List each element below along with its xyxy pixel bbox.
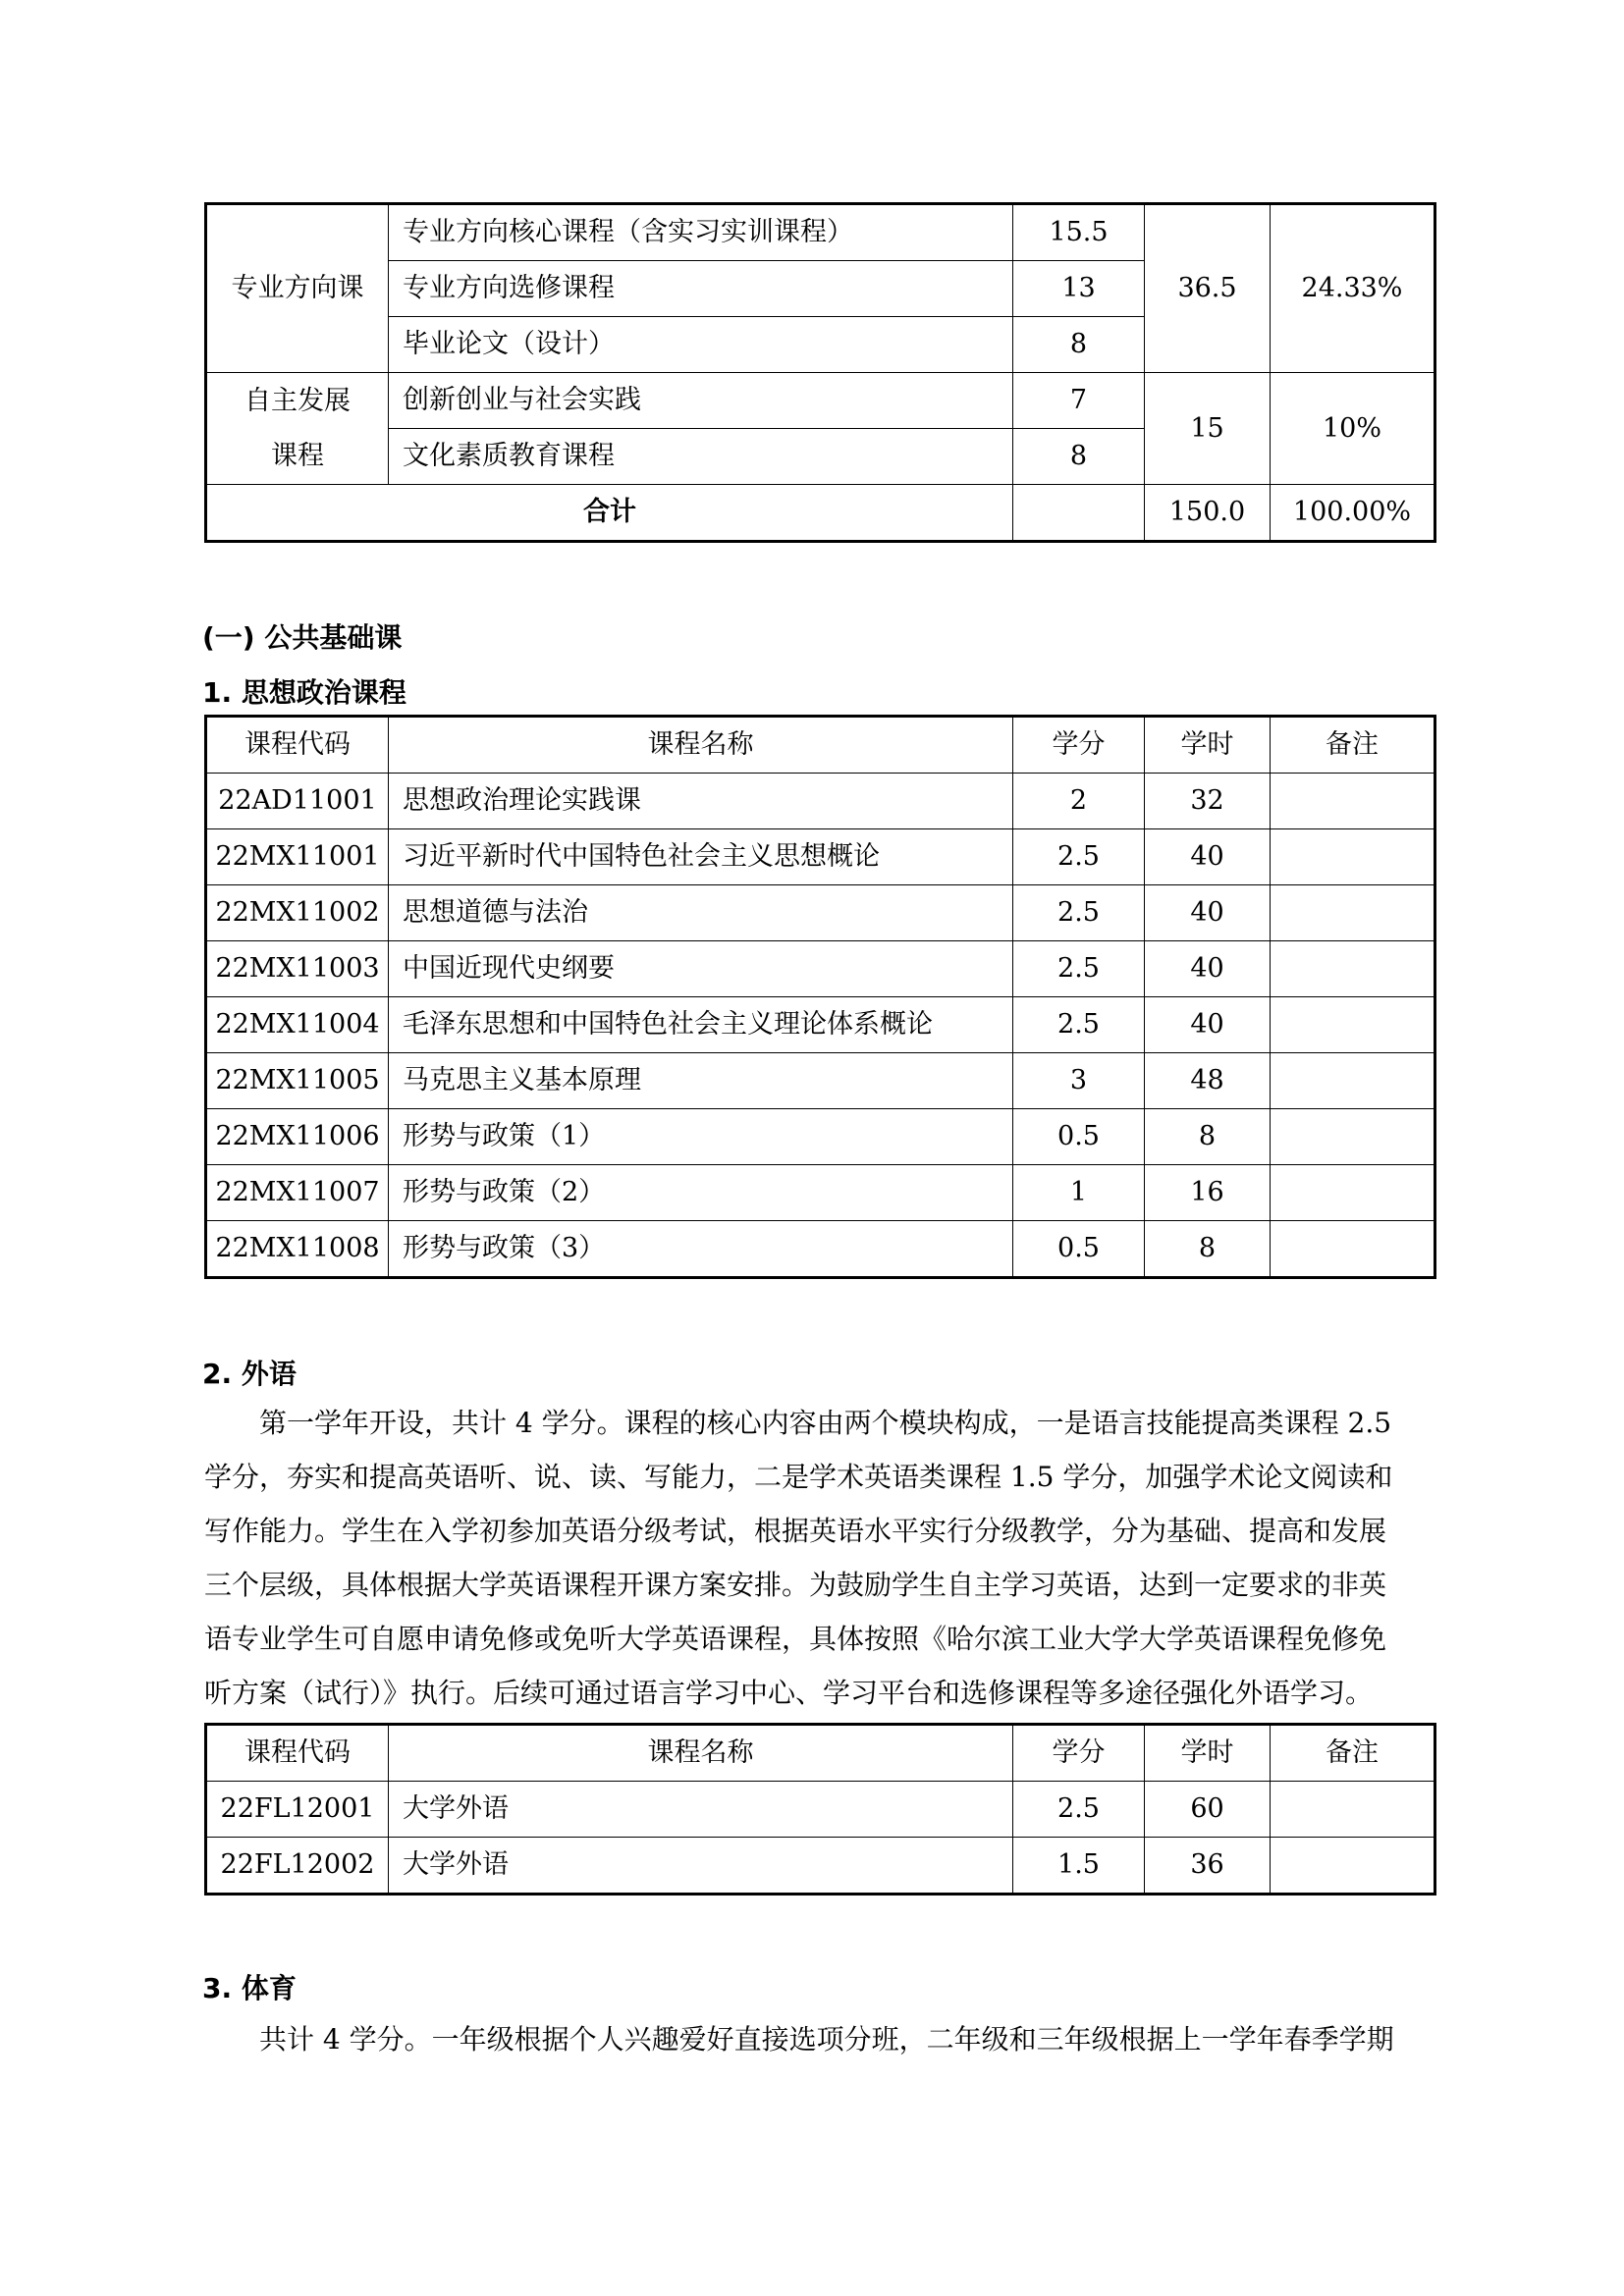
course-code: 22MX11006	[206, 1109, 389, 1165]
header-remarks: 备注	[1271, 717, 1435, 774]
summary-credits: 8	[1013, 317, 1145, 373]
table-row	[206, 941, 1435, 997]
course-remarks	[1271, 774, 1435, 829]
course-remarks	[1271, 1109, 1435, 1165]
course-name: 习近平新时代中国特色社会主义思想概论	[389, 829, 1013, 885]
course-code: 22FL12001	[206, 1782, 389, 1838]
subsection-heading-physical-education: 3. 体育	[202, 1972, 297, 2004]
summary-course-name: 创新创业与社会实践	[389, 373, 1013, 429]
course-code: 22MX11002	[206, 885, 389, 941]
course-remarks	[1271, 941, 1435, 997]
course-hours: 40	[1145, 885, 1271, 941]
course-remarks	[1271, 1053, 1435, 1109]
course-name: 思想道德与法治	[389, 885, 1013, 941]
header-credits: 学分	[1013, 717, 1145, 774]
summary-credits: 13	[1013, 261, 1145, 317]
foreign-language-paragraph	[204, 1396, 1434, 1720]
course-hours: 40	[1145, 941, 1271, 997]
table-row	[206, 829, 1435, 885]
header-hours: 学时	[1145, 717, 1271, 774]
header-course-name: 课程名称	[389, 717, 1013, 774]
paragraph-line: 三个层级，具体根据大学英语课程开课方案安排。为鼓励学生自主学习英语，达到一定要求的非英	[204, 1569, 1387, 1601]
group-label-line: 课程	[271, 440, 324, 471]
summary-course-name: 专业方向选修课程	[389, 261, 1013, 317]
total-sum: 150.0	[1145, 485, 1271, 542]
course-hours: 40	[1145, 997, 1271, 1053]
course-hours: 60	[1145, 1782, 1271, 1838]
course-credits: 3	[1013, 1053, 1145, 1109]
politics-course-table	[204, 715, 1436, 1279]
summary-course-name: 专业方向核心课程（含实习实训课程）	[389, 204, 1013, 261]
summary-course-name: 文化素质教育课程	[389, 429, 1013, 485]
course-credits: 2.5	[1013, 1782, 1145, 1838]
header-course-name: 课程名称	[389, 1725, 1013, 1782]
table-row	[206, 1782, 1435, 1838]
course-hours: 36	[1145, 1838, 1271, 1895]
course-remarks	[1271, 1165, 1435, 1221]
table-row	[206, 1109, 1435, 1165]
summary-course-name: 毕业论文（设计）	[389, 317, 1013, 373]
course-name: 形势与政策（2）	[389, 1165, 1013, 1221]
table-row	[206, 774, 1435, 829]
section-heading: (一) 公共基础课	[202, 621, 403, 654]
group-percentage: 10%	[1271, 373, 1435, 485]
table-row	[206, 885, 1435, 941]
course-code: 22MX11005	[206, 1053, 389, 1109]
group-total-credits: 36.5	[1145, 204, 1271, 373]
header-remarks: 备注	[1271, 1725, 1435, 1782]
paragraph-line: 听方案（试行）》执行。后续可通过语言学习中心、学习平台和选修课程等多途径强化外语学习。	[204, 1677, 1374, 1709]
group-percentage: 24.33%	[1271, 204, 1435, 373]
table-row	[206, 1053, 1435, 1109]
course-code: 22MX11008	[206, 1221, 389, 1278]
course-credits: 2.5	[1013, 997, 1145, 1053]
course-code: 22MX11003	[206, 941, 389, 997]
paragraph-line: 学分，夯实和提高英语听、说、读、写能力，二是学术英语类课程 1.5 学分，加强学术论文阅读和	[204, 1461, 1393, 1493]
course-credits: 1.5	[1013, 1838, 1145, 1895]
foreign-language-course-table	[204, 1723, 1436, 1896]
course-remarks	[1271, 1221, 1435, 1278]
paragraph-line: 共计 4 学分。一年级根据个人兴趣爱好直接选项分班，二年级和三年级根据上一学年春季学期	[259, 2023, 1394, 2056]
course-name: 大学外语	[389, 1782, 1013, 1838]
total-label: 合计	[206, 485, 1013, 542]
course-credits: 2	[1013, 774, 1145, 829]
course-remarks	[1271, 885, 1435, 941]
course-remarks	[1271, 1782, 1435, 1838]
course-code: 22MX11004	[206, 997, 389, 1053]
course-credits: 0.5	[1013, 1109, 1145, 1165]
paragraph-line: 第一学年开设，共计 4 学分。课程的核心内容由两个模块构成，一是语言技能提高类课程 2.5	[259, 1407, 1392, 1439]
group-total-credits: 15	[1145, 373, 1271, 485]
course-hours: 8	[1145, 1109, 1271, 1165]
course-hours: 40	[1145, 829, 1271, 885]
course-code: 22MX11001	[206, 829, 389, 885]
course-credits: 2.5	[1013, 941, 1145, 997]
summary-credits: 7	[1013, 373, 1145, 429]
course-hours: 8	[1145, 1221, 1271, 1278]
course-credits: 2.5	[1013, 829, 1145, 885]
course-code: 22AD11001	[206, 774, 389, 829]
course-name: 思想政治理论实践课	[389, 774, 1013, 829]
course-remarks	[1271, 1838, 1435, 1895]
course-name: 中国近现代史纲要	[389, 941, 1013, 997]
summary-credits: 8	[1013, 429, 1145, 485]
course-credits: 0.5	[1013, 1221, 1145, 1278]
table-row	[206, 1165, 1435, 1221]
group-label-major-direction: 专业方向课	[206, 204, 389, 373]
course-name: 大学外语	[389, 1838, 1013, 1895]
course-hours: 16	[1145, 1165, 1271, 1221]
course-hours: 48	[1145, 1053, 1271, 1109]
course-remarks	[1271, 829, 1435, 885]
course-code: 22FL12002	[206, 1838, 389, 1895]
total-percentage: 100.00%	[1271, 485, 1435, 542]
total-credits	[1013, 485, 1145, 542]
table-row	[206, 1838, 1435, 1895]
paragraph-line: 语专业学生可自愿申请免修或免听大学英语课程，具体按照《哈尔滨工业大学大学英语课程免修免	[204, 1623, 1387, 1655]
subsection-heading-foreign-language: 2. 外语	[202, 1358, 297, 1390]
physical-education-paragraph	[204, 2012, 1434, 2066]
header-course-code: 课程代码	[206, 717, 389, 774]
course-remarks	[1271, 997, 1435, 1053]
table-row	[206, 1221, 1435, 1278]
course-hours: 32	[1145, 774, 1271, 829]
paragraph-line: 写作能力。学生在入学初参加英语分级考试，根据英语水平实行分级教学，分为基础、提高和发展	[204, 1515, 1387, 1547]
header-hours: 学时	[1145, 1725, 1271, 1782]
table-row	[206, 997, 1435, 1053]
summary-credits: 15.5	[1013, 204, 1145, 261]
course-name: 马克思主义基本原理	[389, 1053, 1013, 1109]
header-course-code: 课程代码	[206, 1725, 389, 1782]
course-name: 形势与政策（3）	[389, 1221, 1013, 1278]
header-credits: 学分	[1013, 1725, 1145, 1782]
subsection-heading-politics: 1. 思想政治课程	[202, 676, 406, 709]
credit-summary-table	[204, 202, 1436, 543]
course-name: 毛泽东思想和中国特色社会主义理论体系概论	[389, 997, 1013, 1053]
group-label-self-development	[206, 373, 389, 485]
course-name: 形势与政策（1）	[389, 1109, 1013, 1165]
course-code: 22MX11007	[206, 1165, 389, 1221]
course-credits: 2.5	[1013, 885, 1145, 941]
course-credits: 1	[1013, 1165, 1145, 1221]
group-label-line: 自主发展	[244, 385, 351, 416]
